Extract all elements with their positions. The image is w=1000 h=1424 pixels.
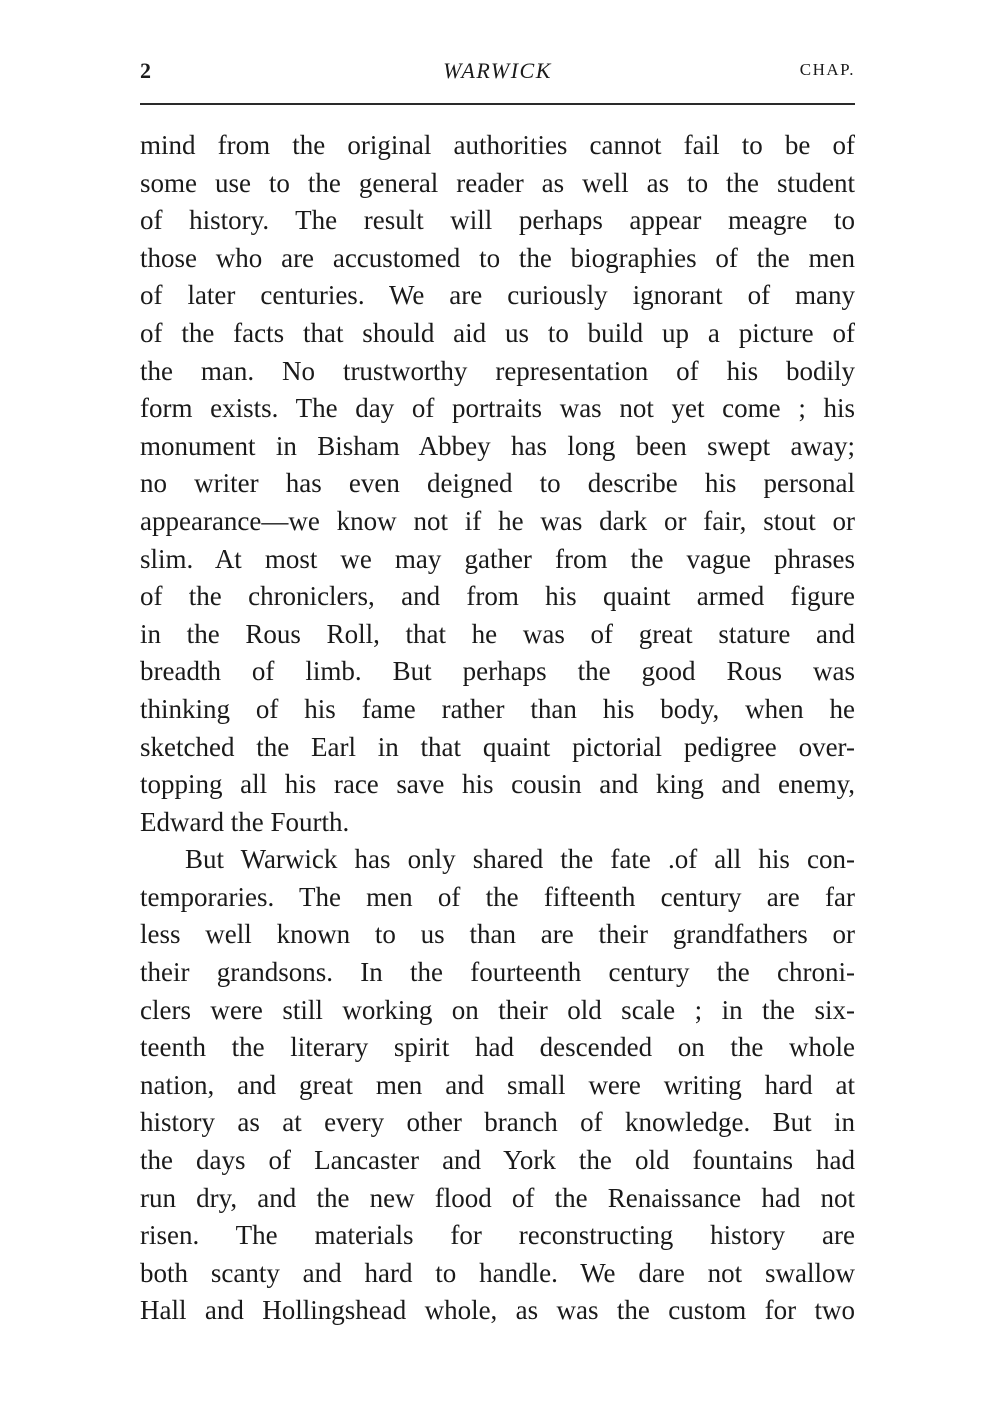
text-line: those who are accustomed to the biographies of the men (140, 242, 855, 273)
paragraph-1 (140, 127, 855, 841)
text-line: some use to the general reader as well as to the student (140, 167, 855, 198)
header-rule (140, 103, 855, 105)
text-line: of the chroniclers, and from his quaint armed figure (140, 581, 855, 612)
text-line: sketched the Earl in that quaint pictorial pedigree over- (140, 731, 855, 762)
text-line: of the facts that should aid us to build up a picture of (140, 317, 855, 348)
text-line: risen. The materials for reconstructing history are (140, 1220, 855, 1251)
text-line: breadth of limb. But perhaps the good Rous was (140, 656, 855, 687)
text-line: of later centuries. We are curiously ignorant of many (140, 280, 855, 311)
text-line: Hall and Hollingshead whole, as was the custom for two (140, 1295, 855, 1326)
text-line: the man. No trustworthy representation of his bodily (140, 355, 855, 386)
text-line: in the Rous Roll, that he was of great stature and (140, 618, 855, 649)
text-line: the days of Lancaster and York the old fountains had (140, 1145, 855, 1176)
chapter-label: CHAP. (799, 60, 855, 79)
body-text (140, 127, 855, 1330)
text-line: monument in Bisham Abbey has long been swept away; (140, 430, 855, 461)
text-line: But Warwick has only shared the fate .of all his con- (185, 844, 855, 875)
text-line: history as at every other branch of knowledge. But in (140, 1107, 855, 1138)
running-title: WARWICK (443, 58, 552, 83)
text-line: temporaries. The men of the fifteenth century are far (140, 881, 855, 912)
text-line: teenth the literary spirit had descended on the whole (140, 1032, 855, 1063)
text-line: run dry, and the new flood of the Renaissance had not (140, 1182, 855, 1213)
text-line: of history. The result will perhaps appear meagre to (140, 205, 855, 236)
text-line: appearance—we know not if he was dark or fair, stout or (140, 505, 855, 536)
text-line: less well known to us than are their grandfathers or (140, 919, 855, 950)
text-line: thinking of his fame rather than his body, when he (140, 693, 855, 724)
text-line: both scanty and hard to handle. We dare not swallow (140, 1257, 855, 1288)
paragraph-2 (140, 841, 855, 1330)
text-line: nation, and great men and small were writing hard at (140, 1069, 855, 1100)
text-line: no writer has even deigned to describe his personal (140, 468, 855, 499)
text-line: clers were still working on their old scale ; in the six- (140, 994, 855, 1025)
text-line: slim. At most we may gather from the vague phrases (140, 543, 855, 574)
running-head (140, 58, 855, 92)
page-number: 2 (140, 58, 151, 83)
text-line: topping all his race save his cousin and king and enemy, (140, 769, 855, 800)
text-line: their grandsons. In the fourteenth century the chroni- (140, 957, 855, 988)
text-line: form exists. The day of portraits was not yet come ; his (140, 393, 855, 424)
text-line: mind from the original authorities cannot fail to be of (140, 130, 855, 160)
text-line: Edward the Fourth. (140, 806, 350, 837)
